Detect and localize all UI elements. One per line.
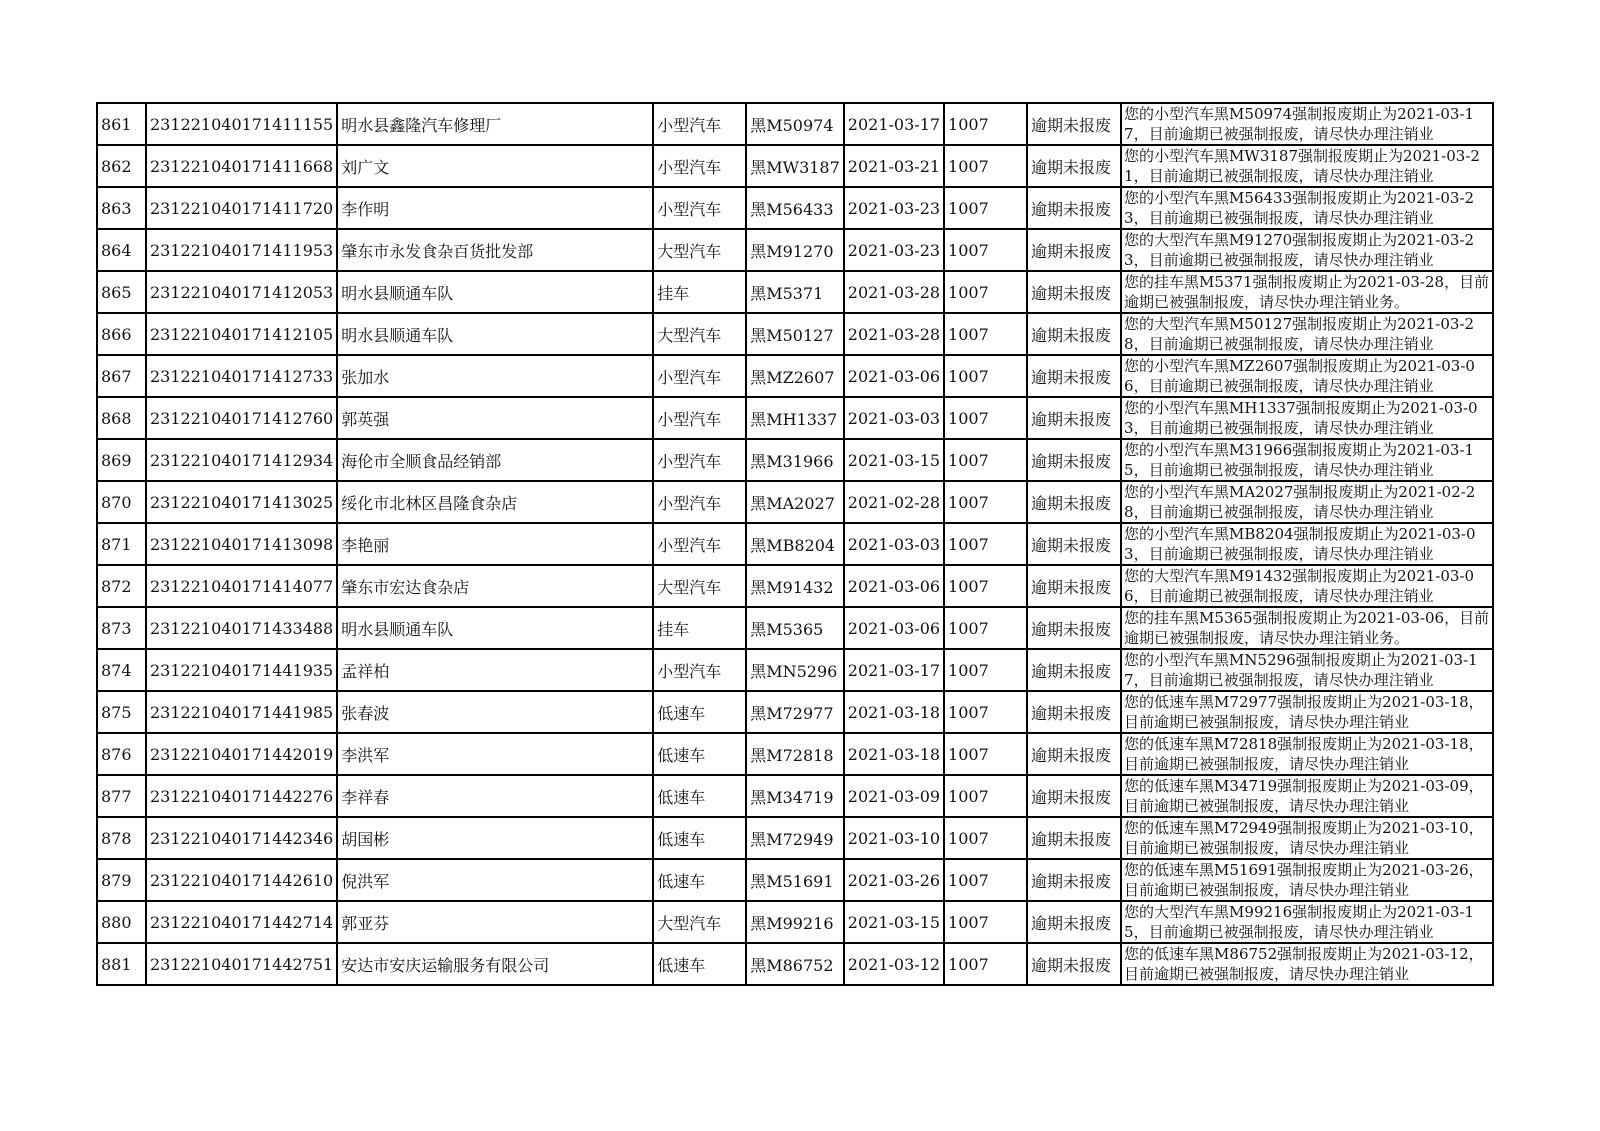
scrap-date-cell: 2021-03-26 xyxy=(844,859,944,901)
scrap-date-cell: 2021-03-18 xyxy=(844,733,944,775)
owner-name-cell: 明水县顺通车队 xyxy=(337,313,653,355)
row-number-cell: 875 xyxy=(97,691,146,733)
notice-message-text: 您的大型汽车黑M91432强制报废期止为2021-03-06，目前逾期已被强制报废，请尽快办理注销业 xyxy=(1124,567,1475,605)
vehicle-type-cell: 大型汽车 xyxy=(653,901,746,943)
record-id-cell: 231221040171412760 xyxy=(146,397,337,439)
plate-number-cell: 黑M56433 xyxy=(746,187,844,229)
row-number-cell: 867 xyxy=(97,355,146,397)
status-text-cell: 逾期未报废 xyxy=(1027,439,1121,481)
owner-name-cell: 绥化市北林区昌隆食杂店 xyxy=(337,481,653,523)
table-row xyxy=(97,313,1493,355)
status-code-cell: 1007 xyxy=(944,649,1027,691)
row-number-cell: 881 xyxy=(97,943,146,985)
row-number-cell: 868 xyxy=(97,397,146,439)
plate-number-cell: 黑M5371 xyxy=(746,271,844,313)
vehicle-type-cell: 挂车 xyxy=(653,271,746,313)
record-id-cell: 231221040171411668 xyxy=(146,145,337,187)
notice-message-cell xyxy=(1121,775,1493,817)
table-row xyxy=(97,397,1493,439)
vehicle-type-cell: 挂车 xyxy=(653,607,746,649)
notice-message-cell xyxy=(1121,901,1493,943)
vehicle-type-cell: 小型汽车 xyxy=(653,439,746,481)
notice-message-text: 您的低速车黑M72977强制报废期止为2021-03-18，目前逾期已被强制报废，请尽快办理注销业 xyxy=(1124,693,1484,731)
vehicle-type-cell: 小型汽车 xyxy=(653,103,746,145)
row-number-cell: 876 xyxy=(97,733,146,775)
notice-message-cell xyxy=(1121,649,1493,691)
vehicle-type-cell: 低速车 xyxy=(653,817,746,859)
status-code-cell: 1007 xyxy=(944,733,1027,775)
owner-name-cell: 倪洪军 xyxy=(337,859,653,901)
status-text-cell: 逾期未报废 xyxy=(1027,103,1121,145)
status-text-cell: 逾期未报废 xyxy=(1027,733,1121,775)
owner-name-cell: 肇东市永发食杂百货批发部 xyxy=(337,229,653,271)
owner-name-cell: 孟祥柏 xyxy=(337,649,653,691)
vehicle-type-cell: 小型汽车 xyxy=(653,649,746,691)
notice-message-cell xyxy=(1121,313,1493,355)
status-code-cell: 1007 xyxy=(944,607,1027,649)
notice-message-cell xyxy=(1121,565,1493,607)
plate-number-cell: 黑M91270 xyxy=(746,229,844,271)
record-id-cell: 231221040171411953 xyxy=(146,229,337,271)
status-code-cell: 1007 xyxy=(944,943,1027,985)
notice-message-cell xyxy=(1121,733,1493,775)
owner-name-cell: 郭亚芬 xyxy=(337,901,653,943)
record-id-cell: 231221040171442751 xyxy=(146,943,337,985)
status-text-cell: 逾期未报废 xyxy=(1027,607,1121,649)
notice-message-text: 您的低速车黑M72949强制报废期止为2021-03-10，目前逾期已被强制报废，请尽快办理注销业 xyxy=(1124,819,1484,857)
owner-name-cell: 明水县鑫隆汽车修理厂 xyxy=(337,103,653,145)
owner-name-cell: 刘广文 xyxy=(337,145,653,187)
vehicle-type-cell: 小型汽车 xyxy=(653,481,746,523)
status-code-cell: 1007 xyxy=(944,229,1027,271)
table-row xyxy=(97,691,1493,733)
plate-number-cell: 黑MZ2607 xyxy=(746,355,844,397)
row-number-cell: 879 xyxy=(97,859,146,901)
vehicle-type-cell: 小型汽车 xyxy=(653,397,746,439)
scrap-date-cell: 2021-03-28 xyxy=(844,313,944,355)
scrap-date-cell: 2021-03-17 xyxy=(844,103,944,145)
scrap-date-cell: 2021-03-28 xyxy=(844,271,944,313)
table-row xyxy=(97,355,1493,397)
table-row xyxy=(97,607,1493,649)
plate-number-cell: 黑MH1337 xyxy=(746,397,844,439)
scrap-date-cell: 2021-03-10 xyxy=(844,817,944,859)
status-code-cell: 1007 xyxy=(944,397,1027,439)
status-code-cell: 1007 xyxy=(944,565,1027,607)
plate-number-cell: 黑M5365 xyxy=(746,607,844,649)
plate-number-cell: 黑M72949 xyxy=(746,817,844,859)
vehicle-type-cell: 低速车 xyxy=(653,859,746,901)
status-code-cell: 1007 xyxy=(944,439,1027,481)
status-code-cell: 1007 xyxy=(944,481,1027,523)
record-id-cell: 231221040171412733 xyxy=(146,355,337,397)
vehicle-type-cell: 大型汽车 xyxy=(653,229,746,271)
plate-number-cell: 黑MB8204 xyxy=(746,523,844,565)
notice-message-text: 您的小型汽车黑M50974强制报废期止为2021-03-17，目前逾期已被强制报废，请尽快办理注销业 xyxy=(1124,105,1475,143)
table-row xyxy=(97,103,1493,145)
table-row xyxy=(97,859,1493,901)
scrap-date-cell: 2021-02-28 xyxy=(844,481,944,523)
table-row xyxy=(97,187,1493,229)
plate-number-cell: 黑M50127 xyxy=(746,313,844,355)
owner-name-cell: 肇东市宏达食杂店 xyxy=(337,565,653,607)
owner-name-cell: 明水县顺通车队 xyxy=(337,607,653,649)
scrap-date-cell: 2021-03-06 xyxy=(844,355,944,397)
notice-message-text: 您的大型汽车黑M99216强制报废期止为2021-03-15，目前逾期已被强制报废，请尽快办理注销业 xyxy=(1124,903,1475,941)
status-text-cell: 逾期未报废 xyxy=(1027,229,1121,271)
status-text-cell: 逾期未报废 xyxy=(1027,649,1121,691)
row-number-cell: 872 xyxy=(97,565,146,607)
record-id-cell: 231221040171412934 xyxy=(146,439,337,481)
status-code-cell: 1007 xyxy=(944,691,1027,733)
notice-message-text: 您的挂车黑M5365强制报废期止为2021-03-06，目前逾期已被强制报废，请尽快办理注销业务。 xyxy=(1124,609,1490,647)
notice-message-cell xyxy=(1121,859,1493,901)
notice-message-cell xyxy=(1121,691,1493,733)
owner-name-cell: 安达市安庆运输服务有限公司 xyxy=(337,943,653,985)
status-code-cell: 1007 xyxy=(944,103,1027,145)
scrap-date-cell: 2021-03-23 xyxy=(844,187,944,229)
record-id-cell: 231221040171441985 xyxy=(146,691,337,733)
plate-number-cell: 黑MA2027 xyxy=(746,481,844,523)
vehicle-type-cell: 低速车 xyxy=(653,775,746,817)
table-row xyxy=(97,733,1493,775)
scrap-date-cell: 2021-03-09 xyxy=(844,775,944,817)
plate-number-cell: 黑M34719 xyxy=(746,775,844,817)
record-id-cell: 231221040171412105 xyxy=(146,313,337,355)
row-number-cell: 862 xyxy=(97,145,146,187)
owner-name-cell: 郭英强 xyxy=(337,397,653,439)
status-code-cell: 1007 xyxy=(944,313,1027,355)
notice-message-cell xyxy=(1121,481,1493,523)
row-number-cell: 874 xyxy=(97,649,146,691)
record-id-cell: 231221040171413025 xyxy=(146,481,337,523)
row-number-cell: 864 xyxy=(97,229,146,271)
scrap-date-cell: 2021-03-18 xyxy=(844,691,944,733)
status-text-cell: 逾期未报废 xyxy=(1027,775,1121,817)
table-row xyxy=(97,901,1493,943)
table-row xyxy=(97,145,1493,187)
plate-number-cell: 黑M50974 xyxy=(746,103,844,145)
table-row xyxy=(97,229,1493,271)
plate-number-cell: 黑M72818 xyxy=(746,733,844,775)
notice-message-text: 您的小型汽车黑MH1337强制报废期止为2021-03-03，目前逾期已被强制报废，请尽快办理注销业 xyxy=(1124,399,1478,437)
owner-name-cell: 胡国彬 xyxy=(337,817,653,859)
row-number-cell: 866 xyxy=(97,313,146,355)
notice-message-cell xyxy=(1121,229,1493,271)
row-number-cell: 865 xyxy=(97,271,146,313)
owner-name-cell: 李艳丽 xyxy=(337,523,653,565)
notice-message-text: 您的挂车黑M5371强制报废期止为2021-03-28，目前逾期已被强制报废，请尽快办理注销业务。 xyxy=(1124,273,1490,311)
notice-message-cell xyxy=(1121,145,1493,187)
status-code-cell: 1007 xyxy=(944,187,1027,229)
notice-message-cell xyxy=(1121,943,1493,985)
table-row xyxy=(97,565,1493,607)
status-code-cell: 1007 xyxy=(944,775,1027,817)
record-id-cell: 231221040171414077 xyxy=(146,565,337,607)
notice-message-cell xyxy=(1121,607,1493,649)
notice-message-text: 您的小型汽车黑MZ2607强制报废期止为2021-03-06，目前逾期已被强制报废，请尽快办理注销业 xyxy=(1124,357,1475,395)
notice-message-text: 您的小型汽车黑M31966强制报废期止为2021-03-15，目前逾期已被强制报废，请尽快办理注销业 xyxy=(1124,441,1475,479)
vehicle-type-cell: 大型汽车 xyxy=(653,565,746,607)
status-text-cell: 逾期未报废 xyxy=(1027,901,1121,943)
table-row xyxy=(97,775,1493,817)
vehicle-type-cell: 小型汽车 xyxy=(653,523,746,565)
record-id-cell: 231221040171412053 xyxy=(146,271,337,313)
notice-message-cell xyxy=(1121,397,1493,439)
status-text-cell: 逾期未报废 xyxy=(1027,481,1121,523)
record-id-cell: 231221040171413098 xyxy=(146,523,337,565)
row-number-cell: 869 xyxy=(97,439,146,481)
notice-message-cell xyxy=(1121,271,1493,313)
plate-number-cell: 黑M51691 xyxy=(746,859,844,901)
row-number-cell: 871 xyxy=(97,523,146,565)
notice-message-text: 您的小型汽车黑MN5296强制报废期止为2021-03-17，目前逾期已被强制报废，请尽快办理注销业 xyxy=(1124,651,1478,689)
notice-message-text: 您的小型汽车黑MA2027强制报废期止为2021-02-28，目前逾期已被强制报废，请尽快办理注销业 xyxy=(1124,483,1476,521)
plate-number-cell: 黑M31966 xyxy=(746,439,844,481)
scrap-date-cell: 2021-03-23 xyxy=(844,229,944,271)
status-code-cell: 1007 xyxy=(944,145,1027,187)
notice-message-cell xyxy=(1121,439,1493,481)
notice-message-text: 您的低速车黑M51691强制报废期止为2021-03-26，目前逾期已被强制报废，请尽快办理注销业 xyxy=(1124,861,1484,899)
plate-number-cell: 黑M86752 xyxy=(746,943,844,985)
status-text-cell: 逾期未报废 xyxy=(1027,859,1121,901)
record-id-cell: 231221040171442714 xyxy=(146,901,337,943)
status-text-cell: 逾期未报废 xyxy=(1027,187,1121,229)
plate-number-cell: 黑MN5296 xyxy=(746,649,844,691)
vehicle-type-cell: 低速车 xyxy=(653,943,746,985)
owner-name-cell: 明水县顺通车队 xyxy=(337,271,653,313)
notice-message-text: 您的低速车黑M86752强制报废期止为2021-03-12，目前逾期已被强制报废，请尽快办理注销业 xyxy=(1124,945,1484,983)
table-row xyxy=(97,439,1493,481)
notice-message-text: 您的大型汽车黑M91270强制报废期止为2021-03-23，目前逾期已被强制报废，请尽快办理注销业 xyxy=(1124,231,1475,269)
scrap-date-cell: 2021-03-03 xyxy=(844,523,944,565)
vehicle-type-cell: 小型汽车 xyxy=(653,355,746,397)
record-id-cell: 231221040171442610 xyxy=(146,859,337,901)
record-id-cell: 231221040171442346 xyxy=(146,817,337,859)
row-number-cell: 880 xyxy=(97,901,146,943)
vehicle-type-cell: 小型汽车 xyxy=(653,187,746,229)
notice-message-text: 您的低速车黑M34719强制报废期止为2021-03-09，目前逾期已被强制报废，请尽快办理注销业 xyxy=(1124,777,1484,815)
status-text-cell: 逾期未报废 xyxy=(1027,565,1121,607)
vehicle-type-cell: 低速车 xyxy=(653,733,746,775)
vehicle-type-cell: 小型汽车 xyxy=(653,145,746,187)
status-code-cell: 1007 xyxy=(944,817,1027,859)
table-row xyxy=(97,271,1493,313)
notice-message-cell xyxy=(1121,187,1493,229)
status-text-cell: 逾期未报废 xyxy=(1027,145,1121,187)
vehicle-type-cell: 大型汽车 xyxy=(653,313,746,355)
notice-message-text: 您的小型汽车黑MW3187强制报废期止为2021-03-21，目前逾期已被强制报废，请尽快办理注销业 xyxy=(1124,147,1480,185)
status-text-cell: 逾期未报废 xyxy=(1027,691,1121,733)
scrap-date-cell: 2021-03-21 xyxy=(844,145,944,187)
notice-message-cell xyxy=(1121,103,1493,145)
scrap-date-cell: 2021-03-06 xyxy=(844,607,944,649)
notice-message-text: 您的低速车黑M72818强制报废期止为2021-03-18，目前逾期已被强制报废，请尽快办理注销业 xyxy=(1124,735,1484,773)
status-text-cell: 逾期未报废 xyxy=(1027,355,1121,397)
plate-number-cell: 黑M91432 xyxy=(746,565,844,607)
notice-message-cell xyxy=(1121,817,1493,859)
status-text-cell: 逾期未报废 xyxy=(1027,397,1121,439)
notice-message-text: 您的大型汽车黑M50127强制报废期止为2021-03-28，目前逾期已被强制报废，请尽快办理注销业 xyxy=(1124,315,1475,353)
status-code-cell: 1007 xyxy=(944,523,1027,565)
row-number-cell: 863 xyxy=(97,187,146,229)
table-row xyxy=(97,817,1493,859)
table-body xyxy=(97,103,1493,985)
record-id-cell: 231221040171411155 xyxy=(146,103,337,145)
table-row xyxy=(97,523,1493,565)
row-number-cell: 877 xyxy=(97,775,146,817)
row-number-cell: 873 xyxy=(97,607,146,649)
scrap-date-cell: 2021-03-15 xyxy=(844,439,944,481)
scrap-date-cell: 2021-03-15 xyxy=(844,901,944,943)
status-code-cell: 1007 xyxy=(944,271,1027,313)
record-id-cell: 231221040171441935 xyxy=(146,649,337,691)
record-id-cell: 231221040171433488 xyxy=(146,607,337,649)
row-number-cell: 861 xyxy=(97,103,146,145)
status-code-cell: 1007 xyxy=(944,355,1027,397)
owner-name-cell: 李祥春 xyxy=(337,775,653,817)
owner-name-cell: 李作明 xyxy=(337,187,653,229)
vehicle-type-cell: 低速车 xyxy=(653,691,746,733)
owner-name-cell: 张春波 xyxy=(337,691,653,733)
row-number-cell: 870 xyxy=(97,481,146,523)
owner-name-cell: 海伦市全顺食品经销部 xyxy=(337,439,653,481)
table-row xyxy=(97,649,1493,691)
status-code-cell: 1007 xyxy=(944,901,1027,943)
notice-message-text: 您的小型汽车黑M56433强制报废期止为2021-03-23，目前逾期已被强制报废，请尽快办理注销业 xyxy=(1124,189,1475,227)
vehicle-scrap-table xyxy=(96,102,1494,986)
row-number-cell: 878 xyxy=(97,817,146,859)
owner-name-cell: 张加水 xyxy=(337,355,653,397)
plate-number-cell: 黑M72977 xyxy=(746,691,844,733)
record-id-cell: 231221040171442019 xyxy=(146,733,337,775)
scrap-date-cell: 2021-03-12 xyxy=(844,943,944,985)
status-text-cell: 逾期未报废 xyxy=(1027,313,1121,355)
status-text-cell: 逾期未报废 xyxy=(1027,271,1121,313)
table-row xyxy=(97,943,1493,985)
notice-message-cell xyxy=(1121,355,1493,397)
status-code-cell: 1007 xyxy=(944,859,1027,901)
status-text-cell: 逾期未报废 xyxy=(1027,817,1121,859)
scrap-date-cell: 2021-03-17 xyxy=(844,649,944,691)
status-text-cell: 逾期未报废 xyxy=(1027,523,1121,565)
table-row xyxy=(97,481,1493,523)
record-id-cell: 231221040171411720 xyxy=(146,187,337,229)
scrap-date-cell: 2021-03-06 xyxy=(844,565,944,607)
scrap-date-cell: 2021-03-03 xyxy=(844,397,944,439)
owner-name-cell: 李洪军 xyxy=(337,733,653,775)
plate-number-cell: 黑M99216 xyxy=(746,901,844,943)
record-id-cell: 231221040171442276 xyxy=(146,775,337,817)
notice-message-text: 您的小型汽车黑MB8204强制报废期止为2021-03-03，目前逾期已被强制报废，请尽快办理注销业 xyxy=(1124,525,1476,563)
plate-number-cell: 黑MW3187 xyxy=(746,145,844,187)
notice-message-cell xyxy=(1121,523,1493,565)
status-text-cell: 逾期未报废 xyxy=(1027,943,1121,985)
